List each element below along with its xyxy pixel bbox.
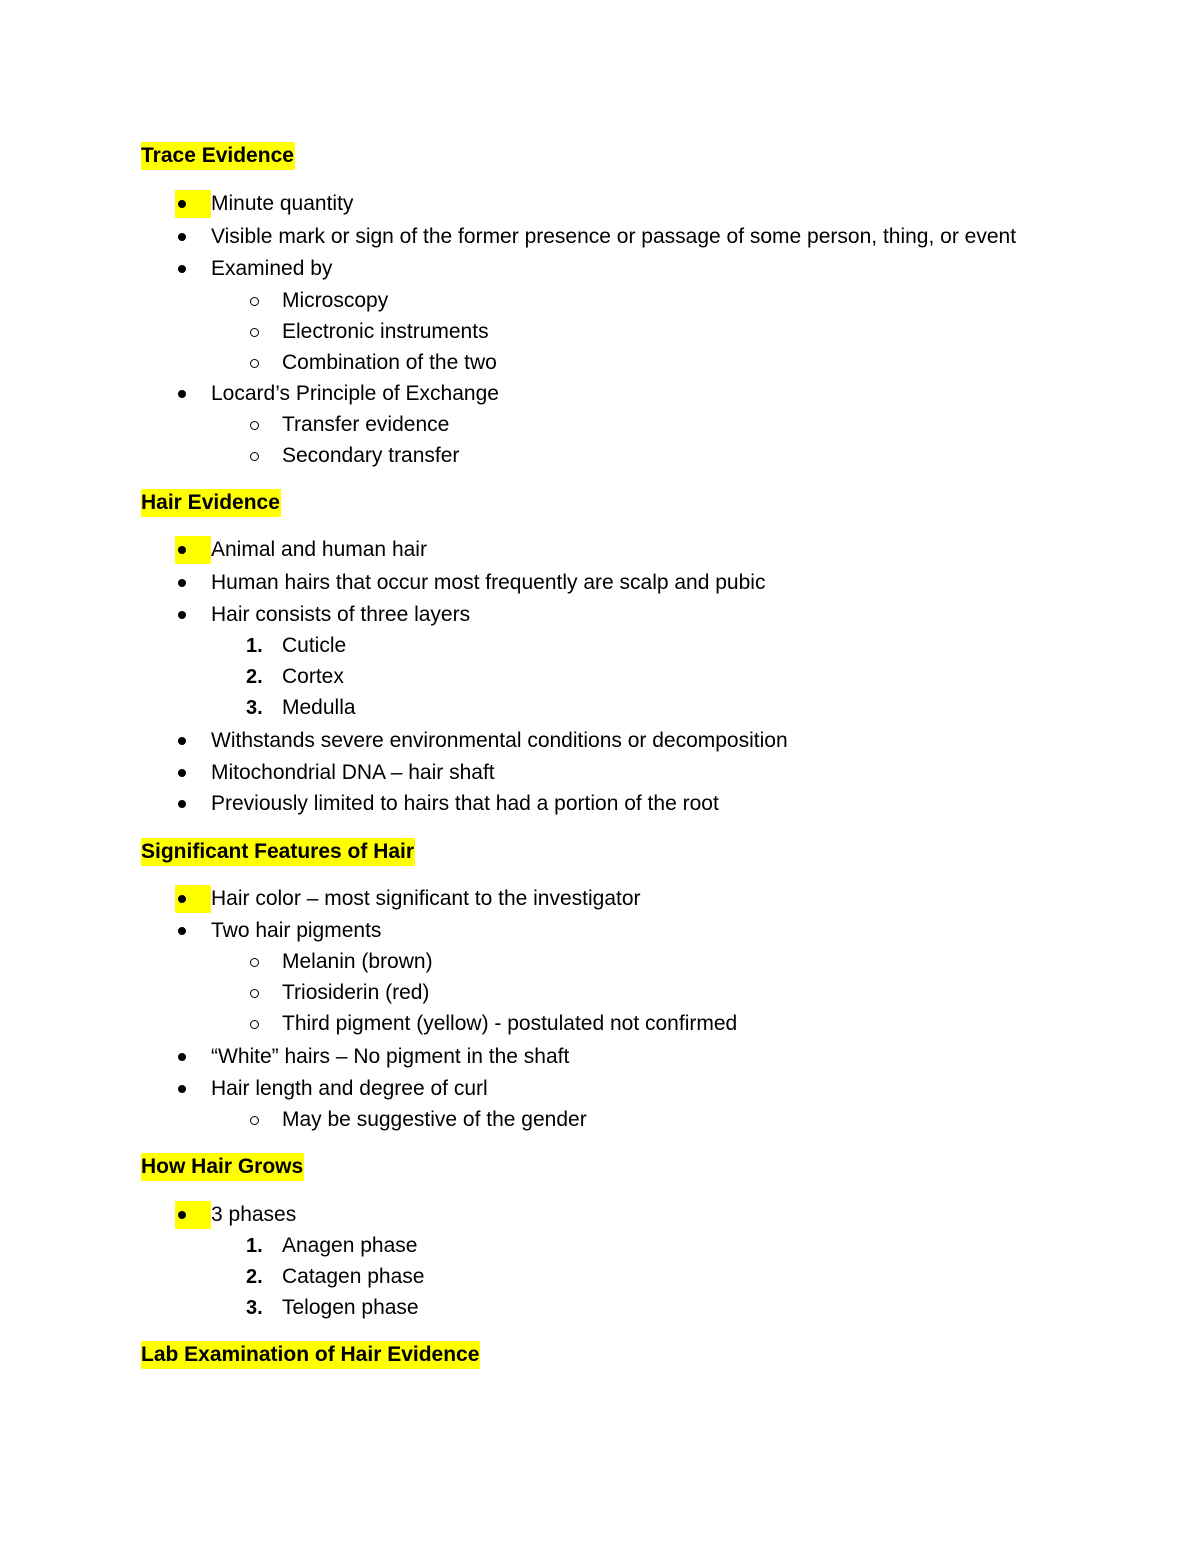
list-number: 1. bbox=[246, 1235, 263, 1257]
bullet-icon bbox=[175, 758, 211, 788]
list-item-text: Catagen phase bbox=[282, 1265, 425, 1288]
bullet-icon bbox=[175, 379, 211, 409]
bullet-icon bbox=[175, 1200, 211, 1230]
circle-bullet-icon bbox=[246, 286, 282, 316]
bullet-icon bbox=[175, 222, 211, 252]
bullet-icon bbox=[175, 916, 211, 946]
sub-list-item bbox=[246, 1009, 737, 1039]
list-item-text: Microscopy bbox=[282, 289, 389, 312]
numbered-list-item bbox=[246, 662, 344, 692]
bullet-icon bbox=[175, 600, 211, 630]
bullet-icon bbox=[175, 535, 211, 565]
circle-bullet-icon bbox=[246, 410, 282, 440]
numbered-list-item bbox=[246, 1293, 419, 1323]
list-item-text: Triosiderin (red) bbox=[282, 981, 430, 1004]
list-item bbox=[175, 1042, 569, 1072]
sub-list-item bbox=[246, 410, 449, 440]
circle-bullet-icon bbox=[246, 317, 282, 347]
list-number: 2. bbox=[246, 666, 263, 688]
list-number: 3. bbox=[246, 1297, 263, 1319]
circle-bullet-icon bbox=[246, 441, 282, 471]
list-number: 3. bbox=[246, 697, 263, 719]
list-item-text: Anagen phase bbox=[282, 1234, 418, 1257]
list-item-text: Examined by bbox=[211, 257, 333, 280]
list-item-text: Minute quantity bbox=[211, 192, 354, 215]
list-item-text: Telogen phase bbox=[282, 1296, 419, 1319]
bullet-icon bbox=[175, 254, 211, 284]
section-heading-how-hair-grows: How Hair Grows bbox=[141, 1153, 304, 1181]
sub-list-item bbox=[246, 317, 489, 347]
list-item-text: Previously limited to hairs that had a portion of the root bbox=[211, 792, 719, 815]
sub-list-item bbox=[246, 978, 429, 1008]
list-item bbox=[175, 222, 1016, 252]
sub-list-item bbox=[246, 1105, 587, 1135]
list-item-text: Animal and human hair bbox=[211, 538, 427, 561]
list-item-text: Cortex bbox=[282, 665, 344, 688]
numbered-list-item bbox=[246, 1231, 417, 1261]
circle-bullet-icon bbox=[246, 947, 282, 977]
sub-list-item bbox=[246, 947, 433, 977]
list-item bbox=[175, 1074, 488, 1104]
list-item bbox=[175, 379, 499, 409]
list-item-text: Third pigment (yellow) - postulated not confirmed bbox=[282, 1012, 738, 1035]
bullet-icon bbox=[175, 1074, 211, 1104]
list-item bbox=[175, 916, 381, 946]
list-item-text: Hair color – most significant to the investigator bbox=[211, 887, 641, 910]
bullet-icon bbox=[175, 568, 211, 598]
list-item-text: Transfer evidence bbox=[282, 413, 450, 436]
list-item-text: Human hairs that occur most frequently are scalp and pubic bbox=[211, 571, 766, 594]
list-item-text: Combination of the two bbox=[282, 351, 497, 374]
circle-bullet-icon bbox=[246, 348, 282, 378]
list-item-text: Medulla bbox=[282, 696, 356, 719]
list-number: 2. bbox=[246, 1266, 263, 1288]
section-heading-lab-examination: Lab Examination of Hair Evidence bbox=[141, 1341, 480, 1369]
sub-list-item bbox=[246, 348, 497, 378]
list-item bbox=[175, 1200, 296, 1230]
list-item bbox=[175, 600, 470, 630]
sub-list-item bbox=[246, 286, 388, 316]
list-item-text: Secondary transfer bbox=[282, 444, 460, 467]
section-heading-hair-evidence: Hair Evidence bbox=[141, 489, 281, 517]
list-item-text: May be suggestive of the gender bbox=[282, 1108, 587, 1131]
list-item bbox=[175, 535, 427, 565]
list-item-text: 3 phases bbox=[211, 1203, 297, 1226]
list-item-text: Hair consists of three layers bbox=[211, 603, 471, 626]
list-item bbox=[175, 568, 765, 598]
bullet-icon bbox=[175, 1042, 211, 1072]
numbered-list-item bbox=[246, 693, 356, 723]
list-item bbox=[175, 189, 353, 219]
list-item bbox=[175, 758, 495, 788]
bullet-icon bbox=[175, 189, 211, 219]
circle-bullet-icon bbox=[246, 978, 282, 1008]
circle-bullet-icon bbox=[246, 1009, 282, 1039]
section-heading-trace-evidence: Trace Evidence bbox=[141, 142, 295, 170]
list-item-text: Withstands severe environmental conditions or decomposition bbox=[211, 729, 788, 752]
list-item-text: “White” hairs – No pigment in the shaft bbox=[211, 1045, 570, 1068]
circle-bullet-icon bbox=[246, 1105, 282, 1135]
bullet-icon bbox=[175, 884, 211, 914]
list-item-text: Hair length and degree of curl bbox=[211, 1077, 488, 1100]
list-number: 1. bbox=[246, 635, 263, 657]
list-item bbox=[175, 254, 332, 284]
list-item bbox=[175, 789, 719, 819]
numbered-list-item bbox=[246, 631, 346, 661]
list-item-text: Melanin (brown) bbox=[282, 950, 433, 973]
list-item bbox=[175, 884, 641, 914]
bullet-icon bbox=[175, 726, 211, 756]
bullet-icon bbox=[175, 789, 211, 819]
list-item-text: Cuticle bbox=[282, 634, 347, 657]
list-item-text: Electronic instruments bbox=[282, 320, 489, 343]
list-item-text: Mitochondrial DNA – hair shaft bbox=[211, 761, 495, 784]
section-heading-significant-features: Significant Features of Hair bbox=[141, 838, 415, 866]
list-item-text: Two hair pigments bbox=[211, 919, 382, 942]
list-item-text: Visible mark or sign of the former presence or passage of some person, thing, or event bbox=[211, 225, 1017, 248]
sub-list-item bbox=[246, 441, 459, 471]
list-item-text: Locard’s Principle of Exchange bbox=[211, 382, 499, 405]
numbered-list-item bbox=[246, 1262, 424, 1292]
list-item bbox=[175, 726, 788, 756]
